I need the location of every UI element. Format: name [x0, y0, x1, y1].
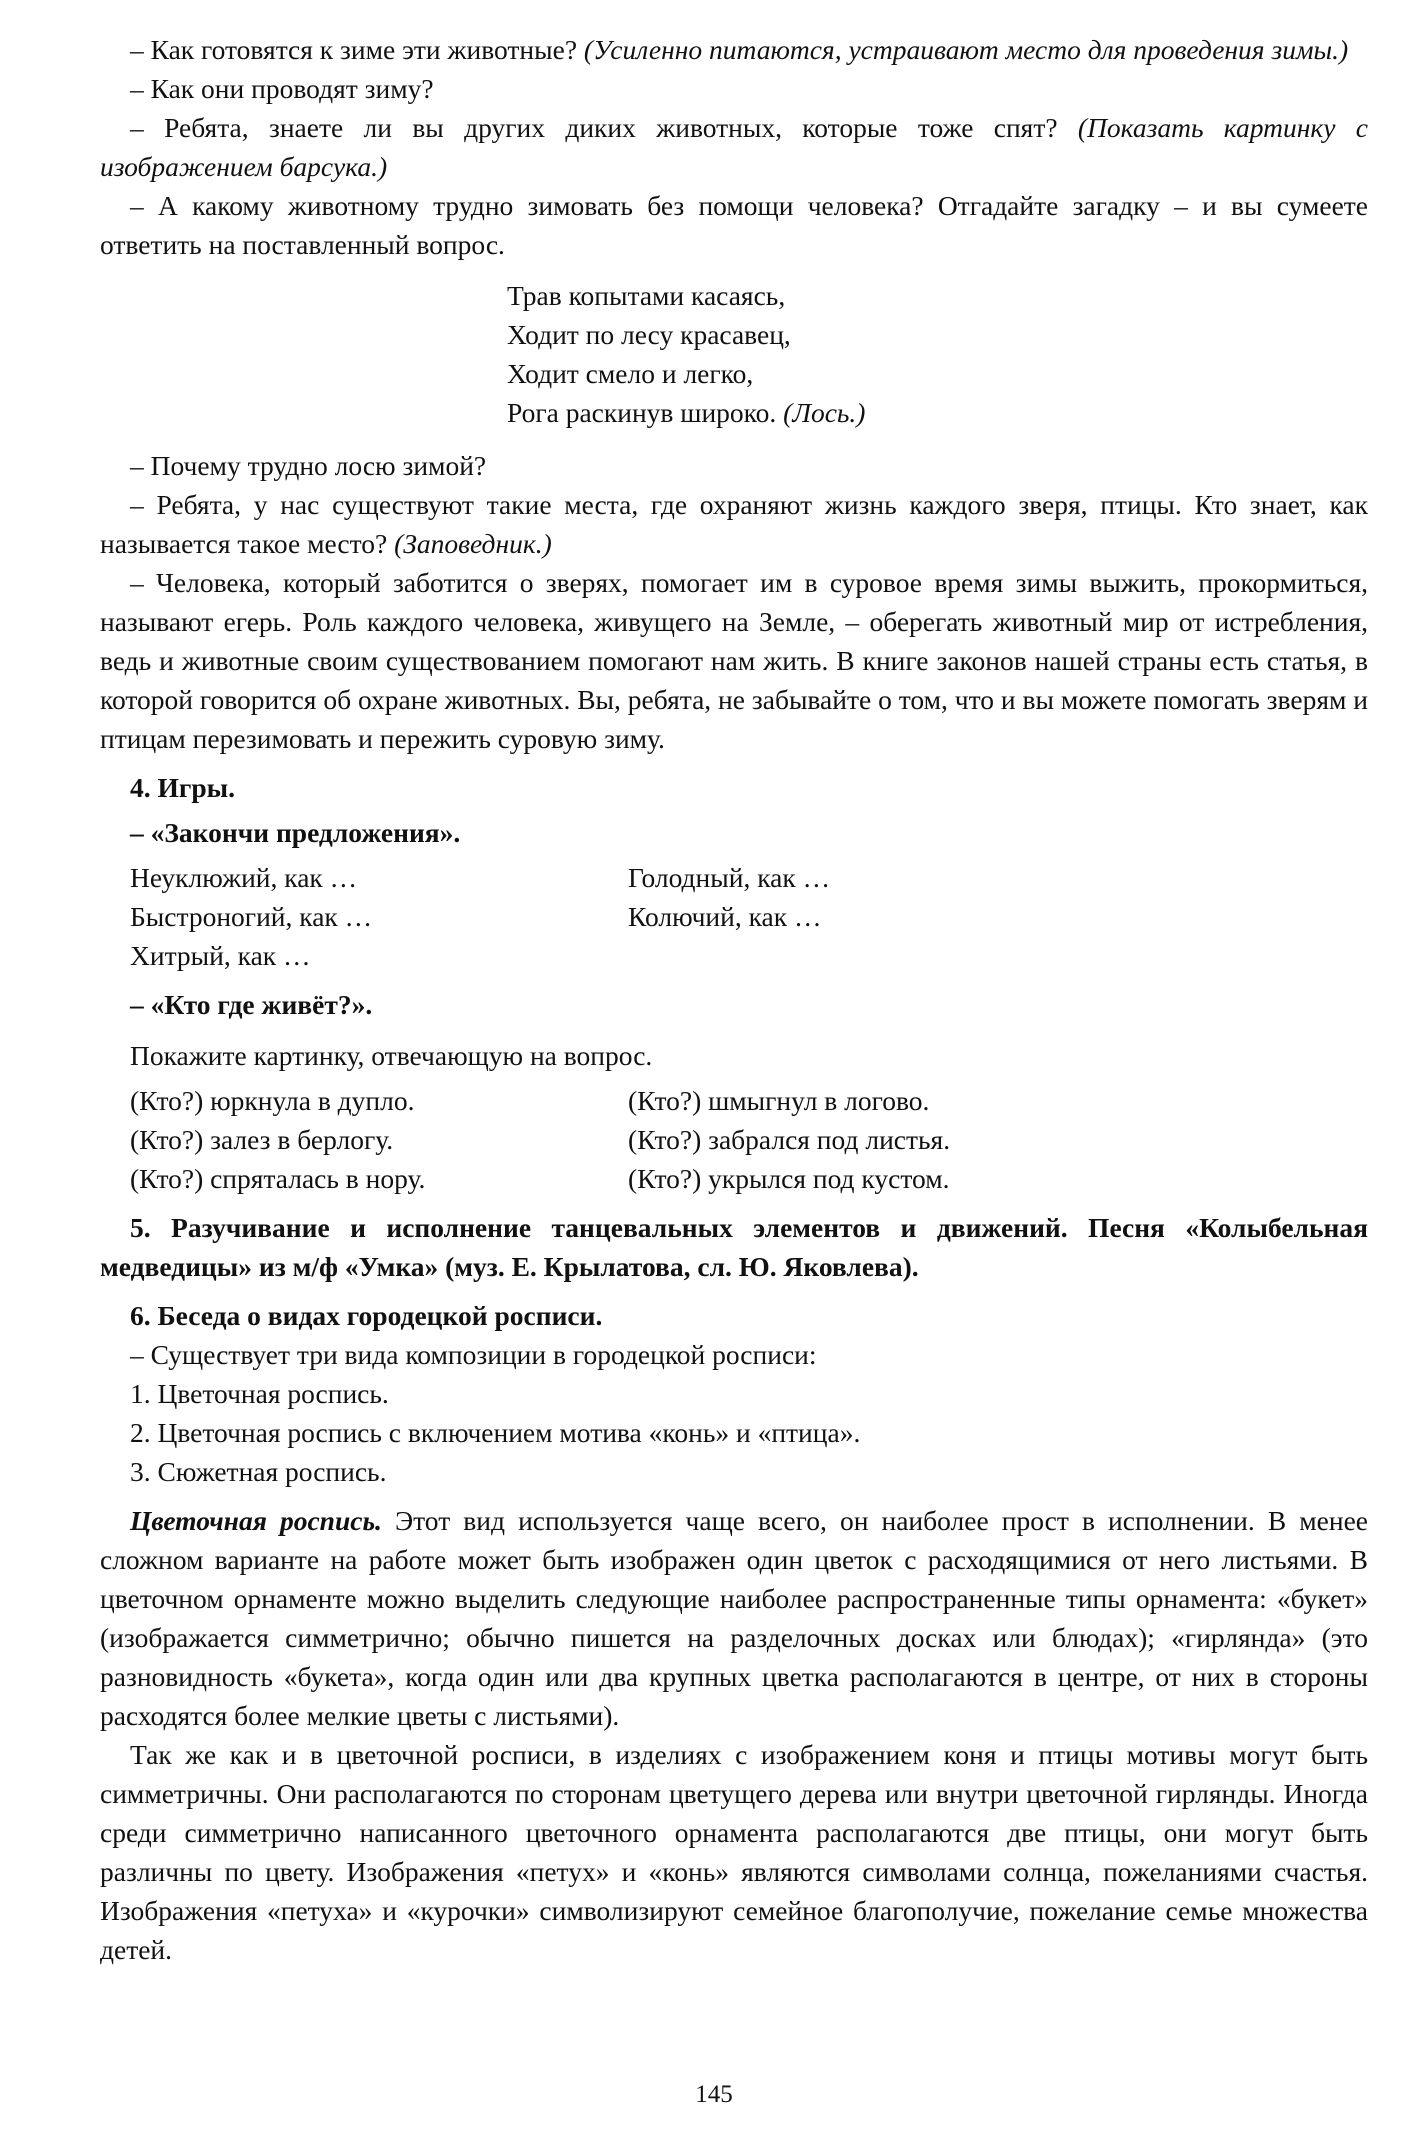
answer-text: (Заповедник.)	[394, 528, 552, 559]
question-text: – Как готовятся к зиме эти животные?	[130, 34, 584, 65]
game-title: – «Кто где живёт?».	[130, 989, 373, 1020]
paragraph: – Как они проводят зиму?	[130, 73, 434, 104]
game-item: Колючий, как …	[628, 901, 822, 932]
question-text: – Ребята, у нас существуют такие места, где охраняют жизнь каждого зверя, птицы. Кто знает, как называется такое место?	[100, 489, 1368, 559]
paragraph	[100, 108, 1368, 186]
game-item: Неуклюжий, как …	[130, 862, 358, 893]
page-number: 145	[695, 2081, 733, 2108]
section-heading: 5. Разучивание и исполнение танцевальных элементов и движений. Песня «Колыбельная медведицы» из м/ф «Умка» (муз. Е. Крылатова, сл. Ю. Яковлева).	[100, 1212, 1368, 1282]
riddle-poem	[507, 276, 1368, 432]
teacher-note: (Показать картинку с изображением барсука.)	[100, 112, 1368, 182]
answer-text: (Усиленно питаются, устраивают место для проведения зимы.)	[583, 34, 1349, 65]
paragraph: – Существует три вида композиции в городецкой росписи:	[130, 1339, 817, 1370]
paragraph	[100, 30, 1368, 69]
list-item: 2. Цветочная роспись с включением мотива «конь» и «птица».	[130, 1417, 861, 1448]
paragraph-text: Этот вид используется чаще всего, он наиболее прост в исполнении. В менее сложном варианте на работе может быть изображен один цветок с расходящимися от него листьями. В цветочном орнаменте можно выделить следующие наиболее распространенные типы орнамента: «букет» (изображается симметрично; обычно пишется на разделочных досках или блюдах); «гирлянда» (это разновидность «букета», когда один или два крупных цветка располагаются в центре, от них в стороны расходятся более мелкие цветы с листьями).	[100, 1505, 1368, 1731]
paragraph	[100, 485, 1368, 563]
paragraph: – А какому животному трудно зимовать без помощи человека? Отгадайте загадку – и вы сумеете ответить на поставленный вопрос.	[100, 190, 1368, 260]
paragraph: – Человека, который заботится о зверях, помогает им в суровое время зимы выжить, прокормиться, называют егерь. Роль каждого человека, живущего на Земле, – оберегать животный мир от истребления, ведь и животные своим существованием помогают нам жить. В книге законов нашей страны есть статья, в которой говорится об охране животных. Вы, ребята, не забывайте о том, что и вы можете помогать зверям и птицам перезимовать и пережить суровую зиму.	[100, 567, 1368, 754]
section-heading: 4. Игры.	[130, 772, 236, 803]
game-items-grid	[100, 858, 1368, 975]
list-item: 3. Сюжетная роспись.	[130, 1456, 387, 1487]
paragraph: Так же как и в цветочной росписи, в изделиях с изображением коня и птицы мотивы могут быть симметричны. Они располагаются по сторонам цветущего дерева или внутри цветочной гирлянды. Иногда среди симметрично написанного цветочного орнамента располагаются две птицы, они могут быть различны по цвету. Изображения «петух» и «конь» являются символами солнца, пожеланиями счастья. Изображения «петуха» и «курочки» символизируют семейное благополучие, пожелание семье множества детей.	[100, 1739, 1368, 1965]
paragraph	[100, 1501, 1368, 1735]
paragraph: – Почему трудно лосю зимой?	[130, 450, 487, 481]
riddle-line: Трав копытами касаясь,	[507, 280, 786, 311]
game-title: – «Закончи предложения».	[130, 817, 461, 848]
game-item: (Кто?) залез в берлогу.	[130, 1124, 394, 1155]
riddle-line-text: Рога раскинув широко.	[507, 397, 784, 428]
game-items-grid	[100, 1081, 1368, 1198]
game-item: (Кто?) забрался под листья.	[628, 1124, 951, 1155]
game-item: Хитрый, как …	[130, 940, 311, 971]
riddle-line	[507, 393, 1368, 432]
game-item: Быстроногий, как …	[130, 901, 373, 932]
list-item: 1. Цветочная роспись.	[130, 1378, 389, 1409]
game-item: (Кто?) укрылся под кустом.	[628, 1163, 950, 1194]
game-item: (Кто?) юркнула в дупло.	[130, 1085, 415, 1116]
section-heading: 6. Беседа о видах городецкой росписи.	[130, 1300, 603, 1331]
instruction: Покажите картинку, отвечающую на вопрос.	[130, 1040, 653, 1071]
riddle-line: Ходит смело и легко,	[507, 358, 754, 389]
game-item: (Кто?) шмыгнул в логово.	[628, 1085, 930, 1116]
game-item: Голодный, как …	[628, 862, 831, 893]
riddle-line: Ходит по лесу красавец,	[507, 319, 791, 350]
paragraph-lead: Цветочная роспись.	[130, 1505, 382, 1536]
question-text: – Ребята, знаете ли вы других диких животных, которые тоже спят?	[130, 112, 1078, 143]
game-item: (Кто?) спряталась в нору.	[130, 1163, 426, 1194]
riddle-answer: (Лось.)	[783, 397, 866, 428]
